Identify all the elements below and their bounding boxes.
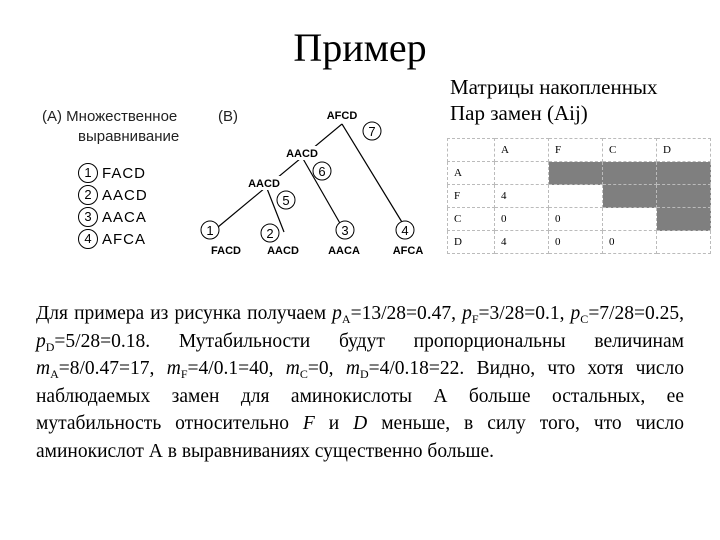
matrix-column-header: F bbox=[549, 139, 603, 162]
text-fragment: Мутабильности будут пропорциональны величинам bbox=[178, 330, 684, 352]
matrix-cell: 0 bbox=[495, 208, 549, 231]
matrix-row bbox=[448, 208, 711, 231]
italic-letter: F bbox=[302, 413, 315, 434]
var-value: =0, bbox=[307, 358, 346, 379]
text-fragment: меньше, в силу того, что число аминокислот А в выравниваниях существенно больше. bbox=[36, 413, 684, 462]
matrix-row-header: D bbox=[448, 231, 495, 254]
sequence-row bbox=[78, 228, 146, 250]
matrix-caption bbox=[450, 74, 658, 126]
panel-b-label: (B) bbox=[218, 108, 238, 125]
var-subscript: F bbox=[471, 312, 479, 326]
matrix-cell-shaded bbox=[657, 185, 711, 208]
node-label-root: AFCD bbox=[326, 110, 358, 122]
matrix-cell: 0 bbox=[603, 231, 657, 254]
var-symbol: p bbox=[36, 330, 46, 352]
phylogenetic-tree bbox=[180, 100, 430, 260]
sequence-number: 4 bbox=[78, 229, 98, 249]
substitution-matrix bbox=[447, 138, 711, 254]
matrix-cell bbox=[495, 162, 549, 185]
text-fragment: Для примера из рисунка получаем bbox=[36, 303, 333, 324]
var-value: =4/0.18=22. bbox=[368, 358, 477, 379]
matrix-header-row bbox=[448, 139, 711, 162]
matrix-cell: 4 bbox=[495, 185, 549, 208]
var-subscript: F bbox=[180, 367, 188, 381]
matrix-caption-line1: Матрицы накопленных bbox=[450, 75, 658, 99]
var-value: =13/28=0.47, bbox=[350, 303, 463, 324]
matrix-column-header: D bbox=[657, 139, 711, 162]
var-subscript: C bbox=[580, 312, 589, 326]
node-number-7: 7 bbox=[368, 124, 376, 139]
matrix-row-header: C bbox=[448, 208, 495, 231]
sequence-text: FACD bbox=[102, 164, 147, 182]
sequence-text: AFCA bbox=[102, 230, 147, 248]
node-label-6: AACD bbox=[286, 148, 318, 160]
text-fragment: и bbox=[314, 413, 354, 434]
panel-a-label: (A) Множественное bbox=[42, 108, 178, 125]
node-number-2: 2 bbox=[266, 226, 274, 241]
var-symbol: m bbox=[345, 358, 360, 379]
leaf-label-4: AFCA bbox=[392, 245, 424, 257]
matrix-column-header: A bbox=[495, 139, 549, 162]
var-subscript: A bbox=[341, 312, 351, 326]
sequence-text: AACA bbox=[102, 208, 147, 226]
sequence-text: AACD bbox=[102, 186, 148, 204]
sequence-number: 3 bbox=[78, 207, 98, 227]
matrix-cell bbox=[549, 185, 603, 208]
tree-branch bbox=[342, 124, 408, 232]
node-number-3: 3 bbox=[341, 223, 349, 238]
node-label-5: AACD bbox=[248, 178, 280, 190]
var-subscript: A bbox=[50, 367, 59, 381]
var-subscript: D bbox=[359, 367, 369, 381]
sequence-row bbox=[78, 184, 148, 206]
matrix-row bbox=[448, 231, 711, 254]
leaf-label-1: FACD bbox=[211, 245, 241, 257]
var-symbol: p bbox=[462, 303, 472, 324]
var-value: =3/28=0.1, bbox=[478, 303, 571, 324]
matrix-cell-shaded bbox=[657, 162, 711, 185]
matrix-column-header: C bbox=[603, 139, 657, 162]
var-value: =8/0.47=17, bbox=[58, 358, 167, 379]
matrix-cell-shaded bbox=[657, 208, 711, 231]
matrix-cell bbox=[603, 208, 657, 231]
matrix-corner bbox=[448, 139, 495, 162]
leaf-label-2: AACD bbox=[267, 245, 299, 257]
sequence-row bbox=[78, 162, 146, 184]
node-number-5: 5 bbox=[282, 193, 290, 208]
var-symbol: m bbox=[285, 358, 300, 379]
sequence-row bbox=[78, 206, 147, 228]
matrix-row bbox=[448, 185, 711, 208]
node-number-1: 1 bbox=[206, 223, 214, 238]
sequence-number: 1 bbox=[78, 163, 98, 183]
var-symbol: m bbox=[166, 358, 181, 379]
italic-letter: D bbox=[353, 413, 368, 434]
matrix-cell-shaded bbox=[603, 185, 657, 208]
matrix-caption-line2: Пар замен (Aij) bbox=[450, 101, 588, 125]
var-value: =5/28=0.18. bbox=[54, 330, 179, 352]
matrix-cell: 0 bbox=[549, 231, 603, 254]
var-symbol: p bbox=[570, 303, 581, 324]
leaf-label-3: AACA bbox=[328, 245, 360, 257]
var-value: =7/28=0.25, bbox=[588, 303, 684, 324]
var-subscript: C bbox=[299, 367, 308, 381]
matrix-cell-shaded bbox=[549, 162, 603, 185]
slide-title: Пример bbox=[293, 25, 427, 70]
matrix-cell bbox=[657, 231, 711, 254]
sequence-number: 2 bbox=[78, 185, 98, 205]
matrix-row bbox=[448, 162, 711, 185]
matrix-cell-shaded bbox=[603, 162, 657, 185]
var-symbol: p bbox=[332, 303, 342, 324]
matrix-cell: 4 bbox=[495, 231, 549, 254]
panel-a-sublabel: выравнивание bbox=[78, 128, 180, 145]
node-number-6: 6 bbox=[318, 164, 326, 179]
matrix-row-header: A bbox=[448, 162, 495, 185]
var-value: =4/0.1=40, bbox=[187, 358, 286, 379]
var-subscript: D bbox=[45, 339, 55, 354]
matrix-cell: 0 bbox=[549, 208, 603, 231]
matrix-row-header: F bbox=[448, 185, 495, 208]
text-fragment: Видно, что хотя число наблюдаемых замен для аминокислоты А больше остальных, ее мутабильность относительно bbox=[36, 358, 684, 434]
explanation-paragraph bbox=[36, 300, 684, 465]
var-symbol: m bbox=[36, 358, 51, 379]
node-number-4: 4 bbox=[401, 223, 409, 238]
